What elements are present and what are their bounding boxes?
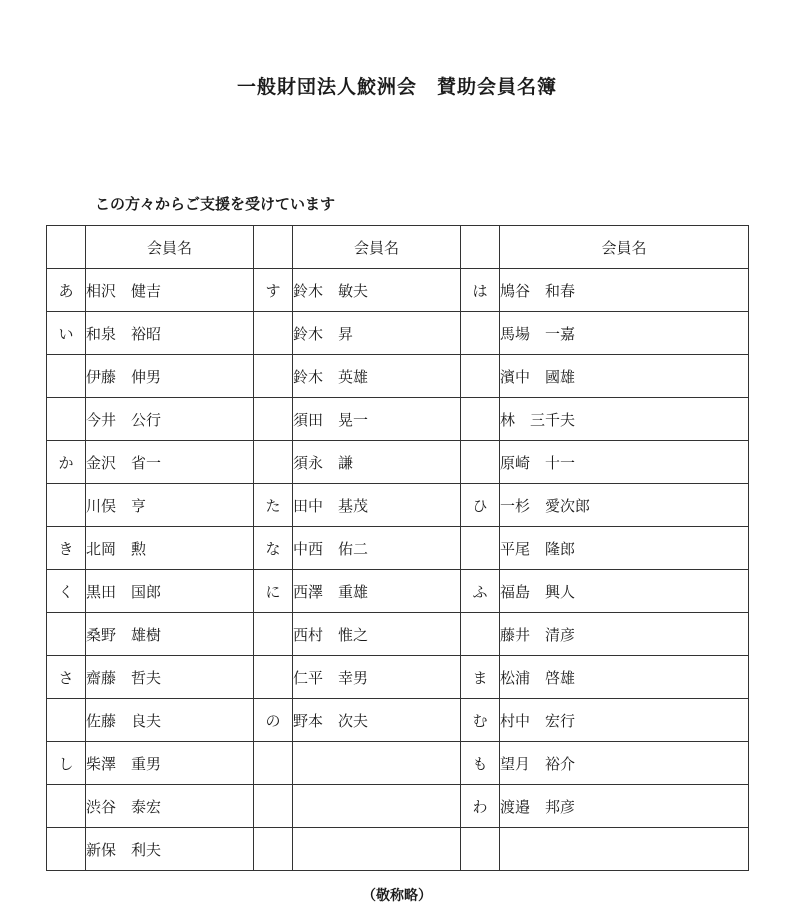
kana-index-cell: さ	[47, 656, 86, 699]
kana-index-cell	[47, 398, 86, 441]
member-name-cell	[293, 828, 461, 871]
member-name-cell: 鈴木 敏夫	[293, 269, 461, 312]
member-name-cell: 相沢 健吉	[86, 269, 254, 312]
column-header: 会員名	[86, 226, 254, 269]
kana-index-cell	[254, 441, 293, 484]
member-name-cell: 渡邉 邦彦	[500, 785, 749, 828]
kana-index-cell	[47, 613, 86, 656]
kana-header-cell	[461, 226, 500, 269]
member-name-cell: 北岡 勲	[86, 527, 254, 570]
member-roster-table	[46, 225, 749, 871]
kana-index-cell: く	[47, 570, 86, 613]
member-name-cell: 林 三千夫	[500, 398, 749, 441]
kana-index-cell	[461, 312, 500, 355]
kana-index-cell: も	[461, 742, 500, 785]
kana-index-cell	[461, 828, 500, 871]
member-name-cell: 金沢 省一	[86, 441, 254, 484]
table-row	[47, 613, 749, 656]
member-name-cell	[293, 742, 461, 785]
member-name-cell: 川俣 亨	[86, 484, 254, 527]
table-row	[47, 828, 749, 871]
member-name-cell: 松浦 啓雄	[500, 656, 749, 699]
kana-index-cell: ふ	[461, 570, 500, 613]
kana-index-cell: い	[47, 312, 86, 355]
table-row	[47, 269, 749, 312]
kana-index-cell	[254, 828, 293, 871]
kana-index-cell	[254, 656, 293, 699]
member-name-cell: 桑野 雄樹	[86, 613, 254, 656]
kana-index-cell	[47, 785, 86, 828]
member-name-cell: 佐藤 良夫	[86, 699, 254, 742]
member-name-cell: 渋谷 泰宏	[86, 785, 254, 828]
member-name-cell: 須田 晃一	[293, 398, 461, 441]
header-row	[47, 226, 749, 269]
kana-index-cell: む	[461, 699, 500, 742]
member-name-cell	[293, 785, 461, 828]
kana-index-cell: に	[254, 570, 293, 613]
kana-index-cell: し	[47, 742, 86, 785]
kana-index-cell	[461, 441, 500, 484]
member-name-cell: 和泉 裕昭	[86, 312, 254, 355]
member-name-cell: 鈴木 英雄	[293, 355, 461, 398]
table-row	[47, 312, 749, 355]
member-name-cell: 齋藤 哲夫	[86, 656, 254, 699]
member-name-cell: 仁平 幸男	[293, 656, 461, 699]
document-subtitle: この方々からご支援を受けています	[95, 195, 336, 213]
table-row	[47, 570, 749, 613]
kana-index-cell: た	[254, 484, 293, 527]
table-row	[47, 656, 749, 699]
kana-index-cell: あ	[47, 269, 86, 312]
member-name-cell: 平尾 隆郎	[500, 527, 749, 570]
kana-index-cell	[254, 398, 293, 441]
member-name-cell: 田中 基茂	[293, 484, 461, 527]
table-row	[47, 355, 749, 398]
table-row	[47, 441, 749, 484]
table-row	[47, 785, 749, 828]
column-header: 会員名	[500, 226, 749, 269]
kana-index-cell	[47, 699, 86, 742]
member-name-cell: 福島 興人	[500, 570, 749, 613]
member-name-cell: 原崎 十一	[500, 441, 749, 484]
column-header: 会員名	[293, 226, 461, 269]
member-name-cell: 伊藤 伸男	[86, 355, 254, 398]
kana-index-cell	[47, 484, 86, 527]
kana-header-cell	[47, 226, 86, 269]
kana-index-cell: ま	[461, 656, 500, 699]
member-name-cell: 鈴木 昇	[293, 312, 461, 355]
member-name-cell	[500, 828, 749, 871]
member-name-cell: 濱中 國雄	[500, 355, 749, 398]
kana-index-cell	[461, 355, 500, 398]
kana-index-cell	[254, 742, 293, 785]
member-name-cell: 西澤 重雄	[293, 570, 461, 613]
member-name-cell: 今井 公行	[86, 398, 254, 441]
kana-index-cell	[47, 828, 86, 871]
member-name-cell: 望月 裕介	[500, 742, 749, 785]
kana-header-cell	[254, 226, 293, 269]
table-row	[47, 699, 749, 742]
table-row	[47, 484, 749, 527]
kana-index-cell: ひ	[461, 484, 500, 527]
kana-index-cell	[461, 613, 500, 656]
kana-index-cell	[254, 312, 293, 355]
member-name-cell: 須永 謙	[293, 441, 461, 484]
member-name-cell: 野本 次夫	[293, 699, 461, 742]
kana-index-cell	[254, 613, 293, 656]
kana-index-cell	[47, 355, 86, 398]
member-name-cell: 新保 利夫	[86, 828, 254, 871]
member-name-cell: 中西 佑二	[293, 527, 461, 570]
honorific-note: （敬称略）	[362, 888, 432, 904]
kana-index-cell: か	[47, 441, 86, 484]
kana-index-cell: す	[254, 269, 293, 312]
kana-index-cell: は	[461, 269, 500, 312]
member-name-cell: 村中 宏行	[500, 699, 749, 742]
member-name-cell: 鳩谷 和春	[500, 269, 749, 312]
kana-index-cell	[254, 355, 293, 398]
member-name-cell: 黒田 国郎	[86, 570, 254, 613]
kana-index-cell: の	[254, 699, 293, 742]
kana-index-cell: き	[47, 527, 86, 570]
kana-index-cell	[254, 785, 293, 828]
member-name-cell: 西村 惟之	[293, 613, 461, 656]
kana-index-cell: な	[254, 527, 293, 570]
document-title: 一般財団法人鮫洲会 賛助会員名簿	[236, 76, 557, 98]
member-name-cell: 藤井 清彦	[500, 613, 749, 656]
member-name-cell: 柴澤 重男	[86, 742, 254, 785]
member-name-cell: 馬場 一嘉	[500, 312, 749, 355]
table-row	[47, 527, 749, 570]
kana-index-cell	[461, 398, 500, 441]
kana-index-cell: わ	[461, 785, 500, 828]
member-name-cell: 一杉 愛次郎	[500, 484, 749, 527]
kana-index-cell	[461, 527, 500, 570]
table-row	[47, 398, 749, 441]
table-row	[47, 742, 749, 785]
